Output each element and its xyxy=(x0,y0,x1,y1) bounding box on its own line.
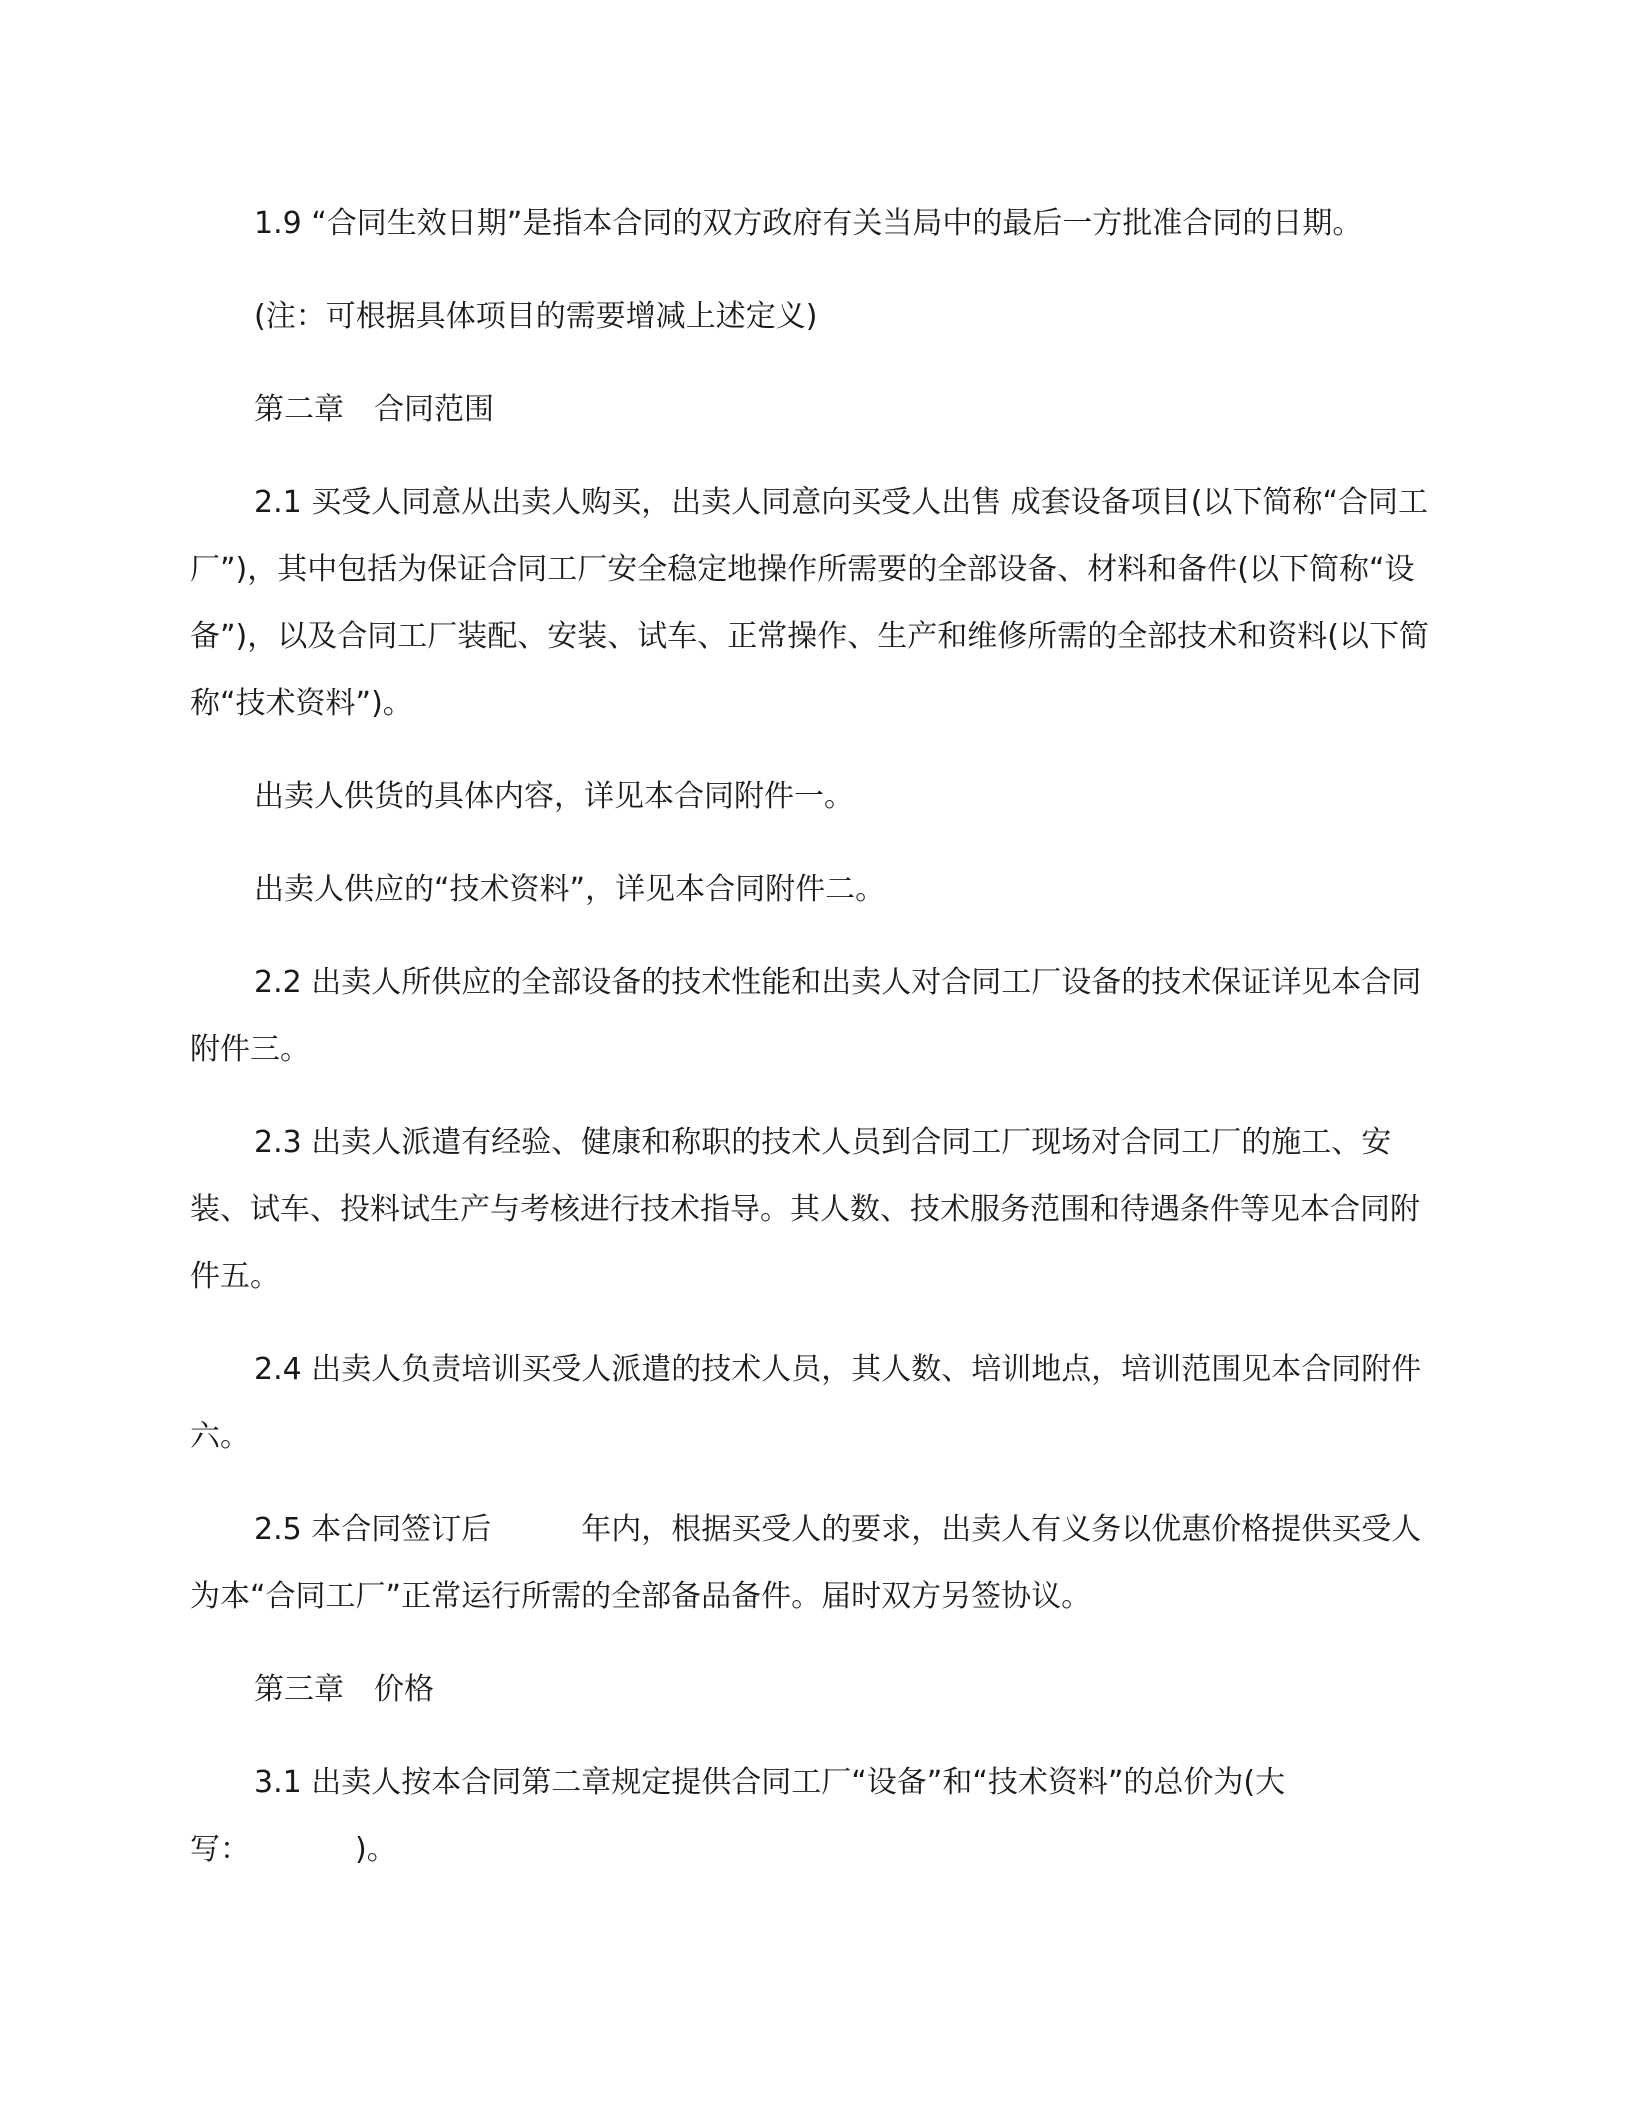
technical-data-note: 出卖人供应的“技术资料”，详见本合同附件二。 xyxy=(254,872,886,907)
clause-1-9: 1.9 “合同生效日期”是指本合同的双方政府有关当局中的最后一方批准合同的日期。 xyxy=(254,206,1363,241)
supply-content-note: 出卖人供货的具体内容，详见本合同附件一。 xyxy=(254,779,854,814)
document-body xyxy=(190,190,1440,1909)
clause-2-5: 2.5 本合同签订后 年内，根据买受人的要求，出卖人有义务以优惠价格提供买受人为本“合同工厂”正常运行所需的全部备品备件。届时双方另签协议。 xyxy=(190,1512,1422,1614)
clause-2-2: 2.2 出卖人所供应的全部设备的技术性能和出卖人对合同工厂设备的技术保证详见本合同附件三。 xyxy=(190,965,1422,1067)
definition-note: (注：可根据具体项目的需要增减上述定义) xyxy=(254,299,818,334)
clause-3-1: 3.1 出卖人按本合同第二章规定提供合同工厂“设备”和“技术资料”的总价为(大写： )。 xyxy=(190,1765,1286,1867)
clause-2-4: 2.4 出卖人负责培训买受人派遣的技术人员，其人数、培训地点，培训范围见本合同附件六。 xyxy=(190,1352,1422,1454)
clause-2-1: 2.1 买受人同意从出卖人购买，出卖人同意向买受人出售 成套设备项目(以下简称“合同工厂”)，其中包括为保证合同工厂安全稳定地操作所需要的全部设备、材料和备件(以下简称“设备”)，以及合同工厂装配、安装、试车、正常操作、生产和维修所需的全部技术和资料(以下简称“技术资料”)。 xyxy=(190,485,1429,721)
clause-2-3: 2.3 出卖人派遣有经验、健康和称职的技术人员到合同工厂现场对合同工厂的施工、安装、试车、投料试生产与考核进行技术指导。其人数、技术服务范围和待遇条件等见本合同附件五。 xyxy=(190,1125,1420,1294)
chapter-3-heading: 第三章 价格 xyxy=(254,1672,434,1707)
chapter-2-heading: 第二章 合同范围 xyxy=(254,392,494,427)
